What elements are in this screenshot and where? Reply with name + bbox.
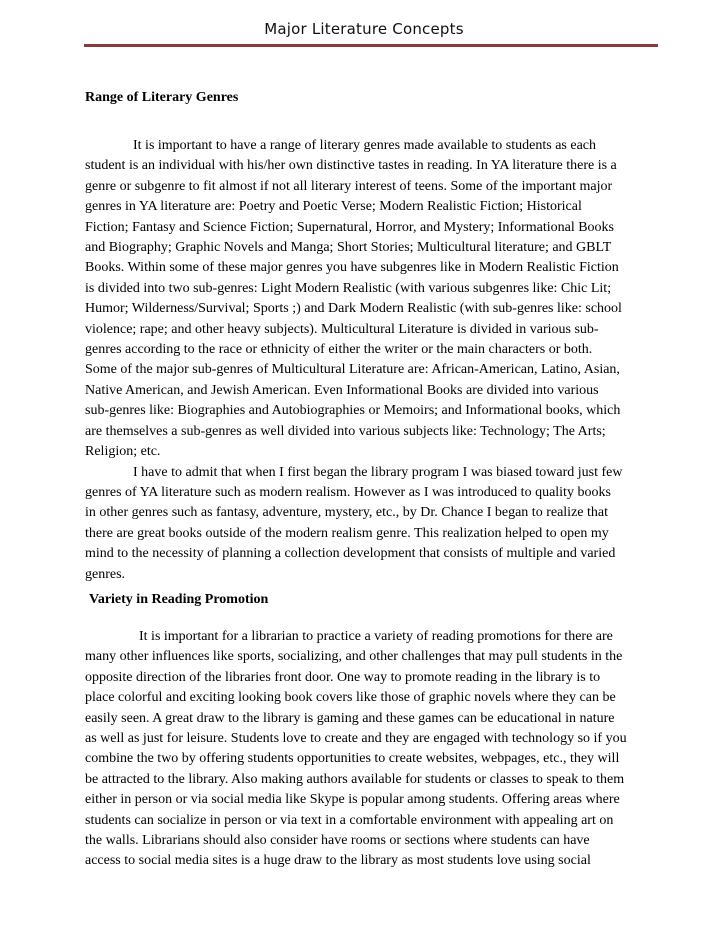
paragraph-line: It is important for a librarian to practice a variety of reading promotions for there are — [139, 629, 613, 644]
paragraph-line: in other genres such as fantasy, adventure, mystery, etc., by Dr. Chance I began to realize that — [85, 505, 608, 521]
paragraph-line: either in person or via social media like Skype is popular among students. Offering areas where — [85, 792, 620, 808]
page-header-title: Major Literature Concepts — [264, 20, 464, 38]
header-divider — [84, 44, 658, 47]
paragraph-line: be attracted to the library. Also making authors available for students or classes to speak to them — [85, 771, 625, 787]
paragraph-line: Some of the major sub-genres of Multicultural Literature are: African-American, Latino, Asian, — [85, 362, 620, 378]
paragraph-line: many other influences like sports, socializing, and other challenges that may pull students in the — [85, 649, 623, 665]
section-heading-reading-promotion: Variety in Reading Promotion — [89, 592, 269, 607]
paragraph-literary-genres — [85, 136, 655, 585]
paragraph-line: there are great books outside of the modern realism genre. This realization helped to open my — [85, 525, 609, 541]
paragraph-line: mind to the necessity of planning a collection development that consists of multiple and varied — [85, 546, 616, 562]
paragraph-line: student is an individual with his/her own distinctive tastes in reading. In YA literature there is a — [85, 158, 617, 174]
paragraph-line: violence; rape; and other heavy subjects). Multicultural Literature is divided in various sub- — [85, 321, 599, 337]
paragraph-line: and Biography; Graphic Novels and Manga; Short Stories; Multicultural literature; and GBLT — [85, 240, 612, 256]
paragraph-line: Fiction; Fantasy and Science Fiction; Supernatural, Horror, and Mystery; Informational Books — [85, 219, 615, 235]
paragraph-line: students can socialize in person or via text in a comfortable environment with appealing art on — [85, 812, 614, 828]
paragraph-line: genres according to the race or ethnicity of either the writer or the main characters or both. — [85, 342, 593, 358]
paragraph-line: opposite direction of the libraries front door. One way to promote reading in the library is to — [85, 669, 601, 685]
paragraph-line: Humor; Wilderness/Survival; Sports ;) and Dark Modern Realistic (with sub-genres like: school — [85, 301, 622, 317]
paragraph-line: is divided into two sub-genres: Light Modern Realistic (with various subgenres like: Chic Lit; — [85, 280, 612, 296]
paragraph-line: genre or subgenre to fit almost if not all literary interest of teens. Some of the important major — [85, 178, 613, 194]
paragraph-line: place colorful and exciting looking book covers like those of graphic novels where they can be — [85, 690, 616, 706]
paragraph-line: genres of YA literature such as modern realism. However as I was introduced to quality books — [85, 484, 611, 500]
section-heading-literary-genres: Range of Literary Genres — [85, 90, 239, 105]
paragraph-line: genres. — [85, 566, 126, 582]
paragraph-line: I have to admit that when I first began the library program I was biased toward just few — [133, 464, 623, 480]
paragraph-line: sub-genres like: Biographies and Autobiographies or Memoirs; and Informational books, which — [85, 403, 621, 419]
paragraph-line: the walls. Librarians should also consider have rooms or sections where students can have — [85, 833, 590, 849]
paragraph-line: It is important to have a range of literary genres made available to students as each — [133, 138, 596, 153]
paragraph-line: as well as just for leisure. Students love to create and they are engaged with technology so if you — [85, 731, 627, 747]
paragraph-line: Books. Within some of these major genres you have subgenres like in Modern Realistic Fiction — [85, 260, 619, 276]
paragraph-line: Religion; etc. — [85, 444, 161, 460]
paragraph-line: are themselves a sub-genres as well divided into various subjects like: Technology; The Arts; — [85, 423, 606, 439]
paragraph-line: genres in YA literature are: Poetry and Poetic Verse; Modern Realistic Fiction; Historical — [85, 199, 582, 215]
paragraph-line: access to social media sites is a huge draw to the library as most students love using social — [85, 853, 591, 869]
paragraph-line: easily seen. A great draw to the library is gaming and these games can be educational in nature — [85, 710, 615, 726]
paragraph-reading-promotion — [85, 627, 655, 872]
paragraph-line: Native American, and Jewish American. Even Informational Books are divided into various — [85, 382, 599, 398]
paragraph-line: combine the two by offering students opportunities to create websites, webpages, etc., they will — [85, 751, 620, 767]
